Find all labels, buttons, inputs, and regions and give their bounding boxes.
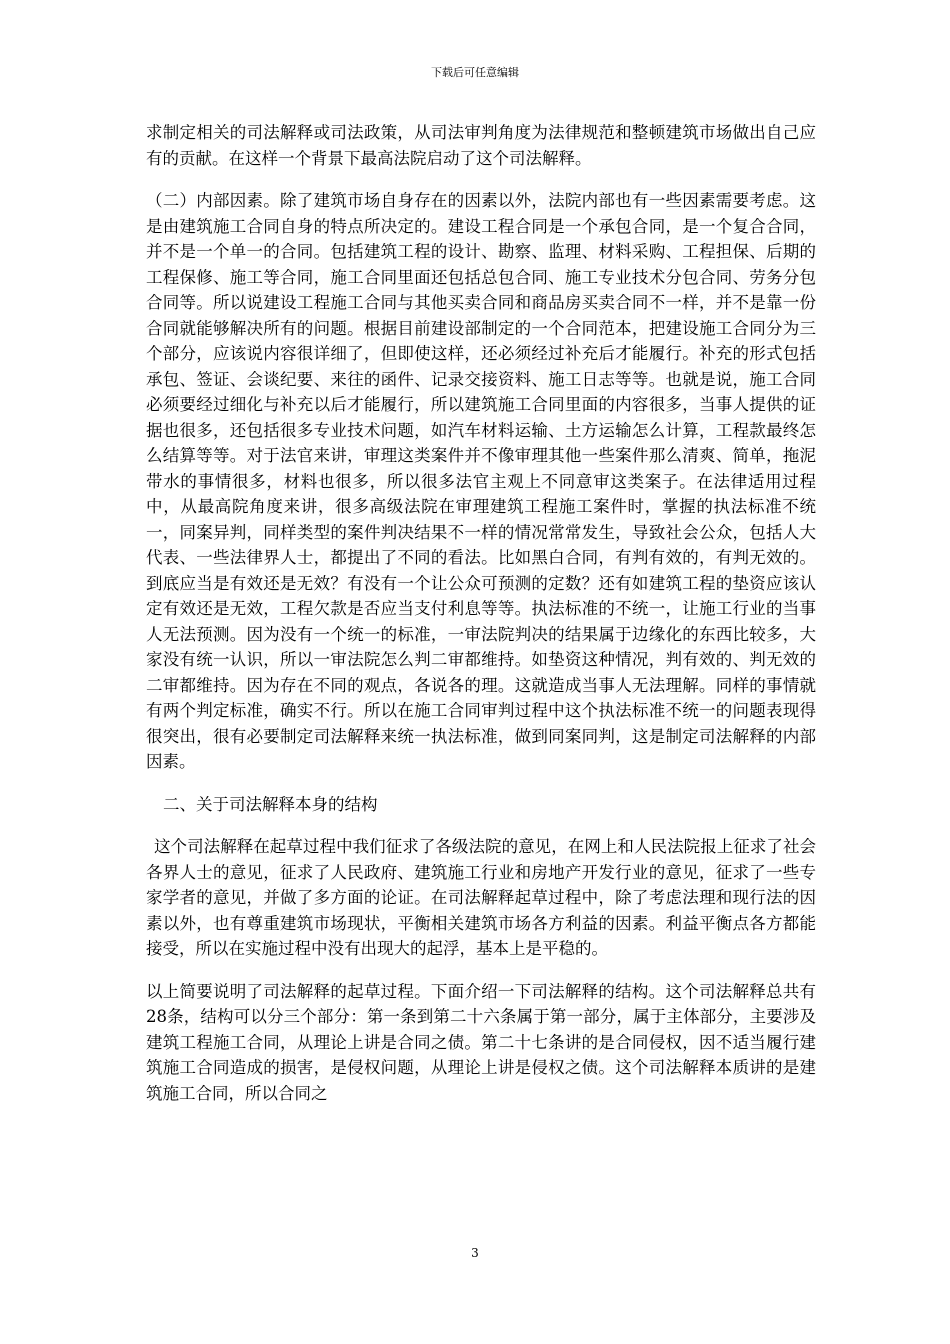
page-header: 下载后可任意编辑 bbox=[431, 66, 519, 79]
paragraph-continuation: 求制定相关的司法解释或司法政策，从司法审判角度为法律规范和整顿建筑市场做出自己应有的贡献。在这样一个背景下最高法院启动了这个司法解释。 bbox=[146, 123, 816, 168]
paragraph-drafting-process: 这个司法解释在起草过程中我们征求了各级法院的意见，在网上和人民法院报上征求了社会各界人士的意见，征求了人民政府、建筑施工行业和房地产开发行业的意见，征求了一些专家学者的意见，并做了多方面的论证。在司法解释起草过程中，除了考虑法理和现行法的因素以外，也有尊重建筑市场现状，平衡相关建筑市场各方利益的因素。利益平衡点各方都能接受，所以在实施过程中没有出现大的起浮，基本上是平稳的。 bbox=[146, 837, 816, 958]
paragraph-structure: 以上简要说明了司法解释的起草过程。下面介绍一下司法解释的结构。这个司法解释总共有28条，结构可以分三个部分：第一条到第二十六条属于第一部分，属于主体部分，主要涉及建筑工程施工合同，从理论上讲是合同之债。第二十七条讲的是合同侵权，因不适当履行建筑施工合同造成的损害，是侵权问题，从理论上讲是侵权之债。这个司法解释本质讲的是建筑施工合同，所以合同之 bbox=[146, 981, 816, 1103]
paragraph-internal-factors: （二）内部因素。除了建筑市场自身存在的因素以外，法院内部也有一些因素需要考虑。这是由建筑施工合同自身的特点所决定的。建设工程合同是一个承包合同，是一个复合合同，并不是一个单一的合同。包括建筑工程的设计、勘察、监理、材料采购、工程担保、后期的工程保修、施工等合同，施工合同里面还包括总包合同、施工专业技术分包合同、劳务分包合同等。所以说建设工程施工合同与其他买卖合同和商品房买卖合同不一样，并不是靠一份合同就能够解决所有的问题。根据目前建设部制定的一个合同范本，把建设施工合同分为三个部分，应该说内容很详细了，但即使这样，还必须经过补充后才能履行。补充的形式包括承包、签证、会谈纪要、来往的函件、记录交接资料、施工日志等等。也就是说，施工合同必须要经过细化与补充以后才能履行，所以建筑施工合同里面的内容很多，当事人提供的证据也很多，还包括很多专业技术问题，如汽车材料运输、土方运输怎么计算，工程款最终怎么结算等等。对于法官来讲，审理这类案件并不像审理其他一些案件那么清爽、简单，拖泥带水的事情很多，材料也很多，所以很多法官主观上不同意审这类案子。在法律适用过程中，从最高院角度来讲，很多高级法院在审理建筑工程施工案件时，掌握的执法标准不统一，同案异判，同样类型的案件判决结果不一样的情况常常发生，导致社会公众，包括人大代表、一些法律界人士，都提出了不同的看法。比如黑白合同，有判有效的，有判无效的。到底应当是有效还是无效？有没有一个让公众可预测的定数？还有如建筑工程的垫资应该认定有效还是无效，工程欠款是否应当支付利息等等。执法标准的不统一，让施工行业的当事人无法预测。因为没有一个统一的标准，一审法院判决的结果属于边缘化的东西比较多，大家没有统一认识，所以一审法院怎么判二审都维持。如垫资这种情况，判有效的、判无效的二审都维持。因为存在不同的观点，各说各的理。这就造成当事人无法理解。同样的事情就有两个判定标准，确实不行。所以在施工合同审判过程中这个执法标准不统一的问题表现得很突出，很有必要制定司法解释来统一执法标准，做到同案同判，这是制定司法解释的内部因素。 bbox=[146, 191, 816, 771]
section-heading: 二、关于司法解释本身的结构 bbox=[163, 794, 378, 814]
document-body bbox=[146, 120, 816, 1106]
page-number: 3 bbox=[471, 1246, 479, 1260]
